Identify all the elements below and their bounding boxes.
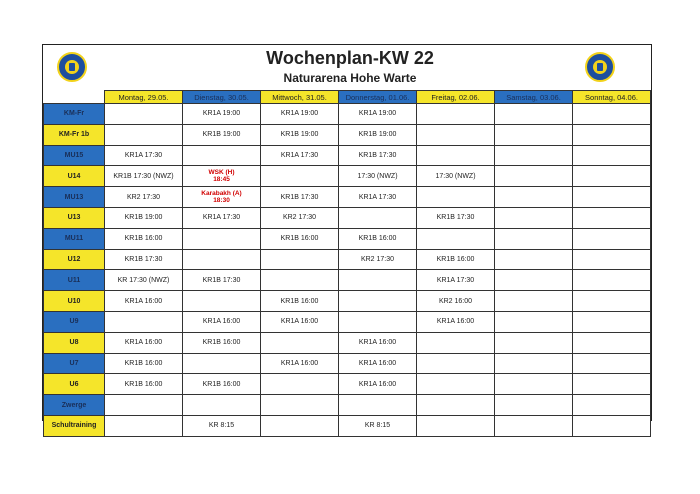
- schedule-cell: KR1A 16:00: [339, 374, 417, 395]
- table-row: [44, 187, 651, 208]
- schedule-cell: KR1A 16:00: [261, 311, 339, 332]
- schedule-cell: [495, 291, 573, 312]
- schedule-cell: [261, 415, 339, 436]
- schedule-cell: [573, 124, 651, 145]
- match-line: WSK (H): [208, 168, 235, 176]
- schedule-cell: KR1A 17:30: [417, 270, 495, 291]
- team-label: MU15: [44, 145, 105, 166]
- club-logo-left: [57, 52, 87, 82]
- day-header: Montag, 29.05.: [105, 91, 183, 104]
- club-logo-right: [585, 52, 615, 82]
- schedule-cell: [417, 395, 495, 416]
- schedule-cell: [339, 395, 417, 416]
- schedule-cell: [495, 415, 573, 436]
- schedule-cell: [495, 124, 573, 145]
- day-header-row: [44, 91, 651, 104]
- schedule-cell: [183, 249, 261, 270]
- schedule-cell: [261, 270, 339, 291]
- schedule-cell: [573, 166, 651, 187]
- schedule-cell: [573, 228, 651, 249]
- schedule-cell: KR1A 16:00: [339, 332, 417, 353]
- schedule-cell: [261, 249, 339, 270]
- schedule-cell: [417, 332, 495, 353]
- schedule-cell: [105, 124, 183, 145]
- table-row: [44, 207, 651, 228]
- table-row: [44, 124, 651, 145]
- match-cell: [183, 187, 261, 208]
- schedule-cell: [495, 353, 573, 374]
- page-title: Wochenplan-KW 22: [266, 48, 434, 68]
- schedule-cell: [183, 145, 261, 166]
- schedule-cell: [495, 166, 573, 187]
- schedule-cell: KR1A 16:00: [183, 311, 261, 332]
- schedule-cell: KR1A 19:00: [261, 104, 339, 125]
- schedule-table: [43, 90, 651, 437]
- schedule-cell: [339, 311, 417, 332]
- schedule-cell: [105, 395, 183, 416]
- header-corner: [44, 91, 105, 104]
- team-label: U7: [44, 353, 105, 374]
- team-label: MU11: [44, 228, 105, 249]
- team-label: U9: [44, 311, 105, 332]
- table-row: [44, 374, 651, 395]
- schedule-cell: KR1A 16:00: [105, 332, 183, 353]
- schedule-cell: [183, 228, 261, 249]
- schedule-cell: [573, 104, 651, 125]
- schedule-cell: [183, 395, 261, 416]
- schedule-cell: KR1A 17:30: [183, 207, 261, 228]
- schedule-cell: [417, 104, 495, 125]
- schedule-cell: [183, 291, 261, 312]
- schedule-cell: KR2 17:30: [339, 249, 417, 270]
- day-header: Dienstag, 30.05.: [183, 91, 261, 104]
- schedule-cell: KR1B 16:00: [339, 228, 417, 249]
- team-label: KM-Fr: [44, 104, 105, 125]
- team-label: U6: [44, 374, 105, 395]
- schedule-cell: [495, 332, 573, 353]
- schedule-cell: [495, 187, 573, 208]
- schedule-cell: KR1A 17:30: [105, 145, 183, 166]
- schedule-cell: KR1B 19:00: [183, 124, 261, 145]
- schedule-cell: [417, 374, 495, 395]
- table-row: [44, 228, 651, 249]
- schedule-cell: [417, 124, 495, 145]
- schedule-cell: KR1A 16:00: [417, 311, 495, 332]
- schedule-cell: [573, 207, 651, 228]
- schedule-cell: KR1B 17:30: [105, 249, 183, 270]
- schedule-cell: [417, 187, 495, 208]
- schedule-cell: [573, 291, 651, 312]
- schedule-cell: [573, 415, 651, 436]
- schedule-cell: [261, 374, 339, 395]
- schedule-cell: [495, 145, 573, 166]
- schedule-cell: [495, 207, 573, 228]
- schedule-cell: [495, 395, 573, 416]
- day-header: Samstag, 03.06.: [495, 91, 573, 104]
- schedule-cell: [417, 228, 495, 249]
- team-label: U12: [44, 249, 105, 270]
- schedule-cell: [495, 104, 573, 125]
- schedule-cell: [417, 145, 495, 166]
- schedule-cell: KR 17:30 (NWZ): [105, 270, 183, 291]
- schedule-cell: KR2 16:00: [417, 291, 495, 312]
- team-label: U13: [44, 207, 105, 228]
- schedule-cell: KR1A 16:00: [261, 353, 339, 374]
- match-line: Karabakh (A): [201, 189, 242, 197]
- schedule-cell: [339, 291, 417, 312]
- schedule-cell: KR 8:15: [339, 415, 417, 436]
- schedule-cell: KR1B 17:30: [183, 270, 261, 291]
- schedule-cell: [495, 228, 573, 249]
- schedule-cell: KR1B 19:00: [261, 124, 339, 145]
- schedule-cell: KR1B 16:00: [261, 228, 339, 249]
- schedule-cell: [183, 353, 261, 374]
- schedule-cell: KR1A 17:30: [261, 145, 339, 166]
- day-header: Donnerstag, 01.06.: [339, 91, 417, 104]
- schedule-cell: KR1B 16:00: [105, 228, 183, 249]
- schedule-cell: [261, 332, 339, 353]
- team-label: Schultraining: [44, 415, 105, 436]
- schedule-cell: [573, 145, 651, 166]
- schedule-cell: [417, 353, 495, 374]
- schedule-cell: KR1B 16:00: [417, 249, 495, 270]
- schedule-cell: [417, 415, 495, 436]
- table-row: [44, 104, 651, 125]
- schedule-cell: KR1A 19:00: [183, 104, 261, 125]
- schedule-cell: KR1B 17:30: [261, 187, 339, 208]
- schedule-cell: [495, 249, 573, 270]
- day-header: Mittwoch, 31.05.: [261, 91, 339, 104]
- schedule-cell: KR1B 16:00: [183, 332, 261, 353]
- schedule-cell: [573, 353, 651, 374]
- schedule-cell: KR2 17:30: [105, 187, 183, 208]
- schedule-cell: 17:30 (NWZ): [339, 166, 417, 187]
- schedule-cell: [495, 270, 573, 291]
- schedule-cell: [339, 270, 417, 291]
- table-row: [44, 166, 651, 187]
- schedule-cell: KR2 17:30: [261, 207, 339, 228]
- schedule-cell: [105, 311, 183, 332]
- schedule-cell: KR1B 16:00: [183, 374, 261, 395]
- team-label: U10: [44, 291, 105, 312]
- day-header: Freitag, 02.06.: [417, 91, 495, 104]
- table-row: [44, 332, 651, 353]
- match-line: 18:45: [213, 176, 230, 184]
- schedule-cell: [573, 311, 651, 332]
- schedule-cell: KR1B 16:00: [105, 374, 183, 395]
- match-cell: [183, 166, 261, 187]
- schedule-cell: [261, 166, 339, 187]
- schedule-cell: [105, 415, 183, 436]
- schedule-cell: KR1B 17:30 (NWZ): [105, 166, 183, 187]
- table-row: [44, 249, 651, 270]
- schedule-cell: KR1B 16:00: [105, 353, 183, 374]
- table-row: [44, 291, 651, 312]
- schedule-cell: [573, 249, 651, 270]
- team-label: U8: [44, 332, 105, 353]
- schedule-cell: [573, 374, 651, 395]
- schedule-cell: KR1B 16:00: [261, 291, 339, 312]
- table-row: [44, 145, 651, 166]
- day-header: Sonntag, 04.06.: [573, 91, 651, 104]
- schedule-cell: [573, 270, 651, 291]
- table-row: [44, 270, 651, 291]
- schedule-cell: [339, 207, 417, 228]
- table-row: [44, 395, 651, 416]
- table-row: [44, 415, 651, 436]
- team-label: Zwerge: [44, 395, 105, 416]
- table-row: [44, 311, 651, 332]
- schedule-cell: KR 8:15: [183, 415, 261, 436]
- match-line: 18:30: [213, 197, 230, 205]
- table-row: [44, 353, 651, 374]
- schedule-cell: [495, 311, 573, 332]
- schedule-cell: [105, 104, 183, 125]
- schedule-cell: KR1A 19:00: [339, 104, 417, 125]
- schedule-cell: [573, 332, 651, 353]
- schedule-cell: KR1A 16:00: [339, 353, 417, 374]
- schedule-cell: KR1B 17:30: [417, 207, 495, 228]
- team-label: U11: [44, 270, 105, 291]
- schedule-cell: [495, 374, 573, 395]
- schedule-cell: [261, 395, 339, 416]
- team-label: U14: [44, 166, 105, 187]
- schedule-cell: [573, 395, 651, 416]
- team-label: MU13: [44, 187, 105, 208]
- schedule-cell: KR1B 19:00: [339, 124, 417, 145]
- schedule-cell: KR1A 16:00: [105, 291, 183, 312]
- schedule-cell: 17:30 (NWZ): [417, 166, 495, 187]
- schedule-cell: KR1B 19:00: [105, 207, 183, 228]
- page-subtitle: Naturarena Hohe Warte: [283, 71, 417, 85]
- schedule-cell: KR1A 17:30: [339, 187, 417, 208]
- schedule-cell: [573, 187, 651, 208]
- schedule-cell: KR1B 17:30: [339, 145, 417, 166]
- team-label: KM-Fr 1b: [44, 124, 105, 145]
